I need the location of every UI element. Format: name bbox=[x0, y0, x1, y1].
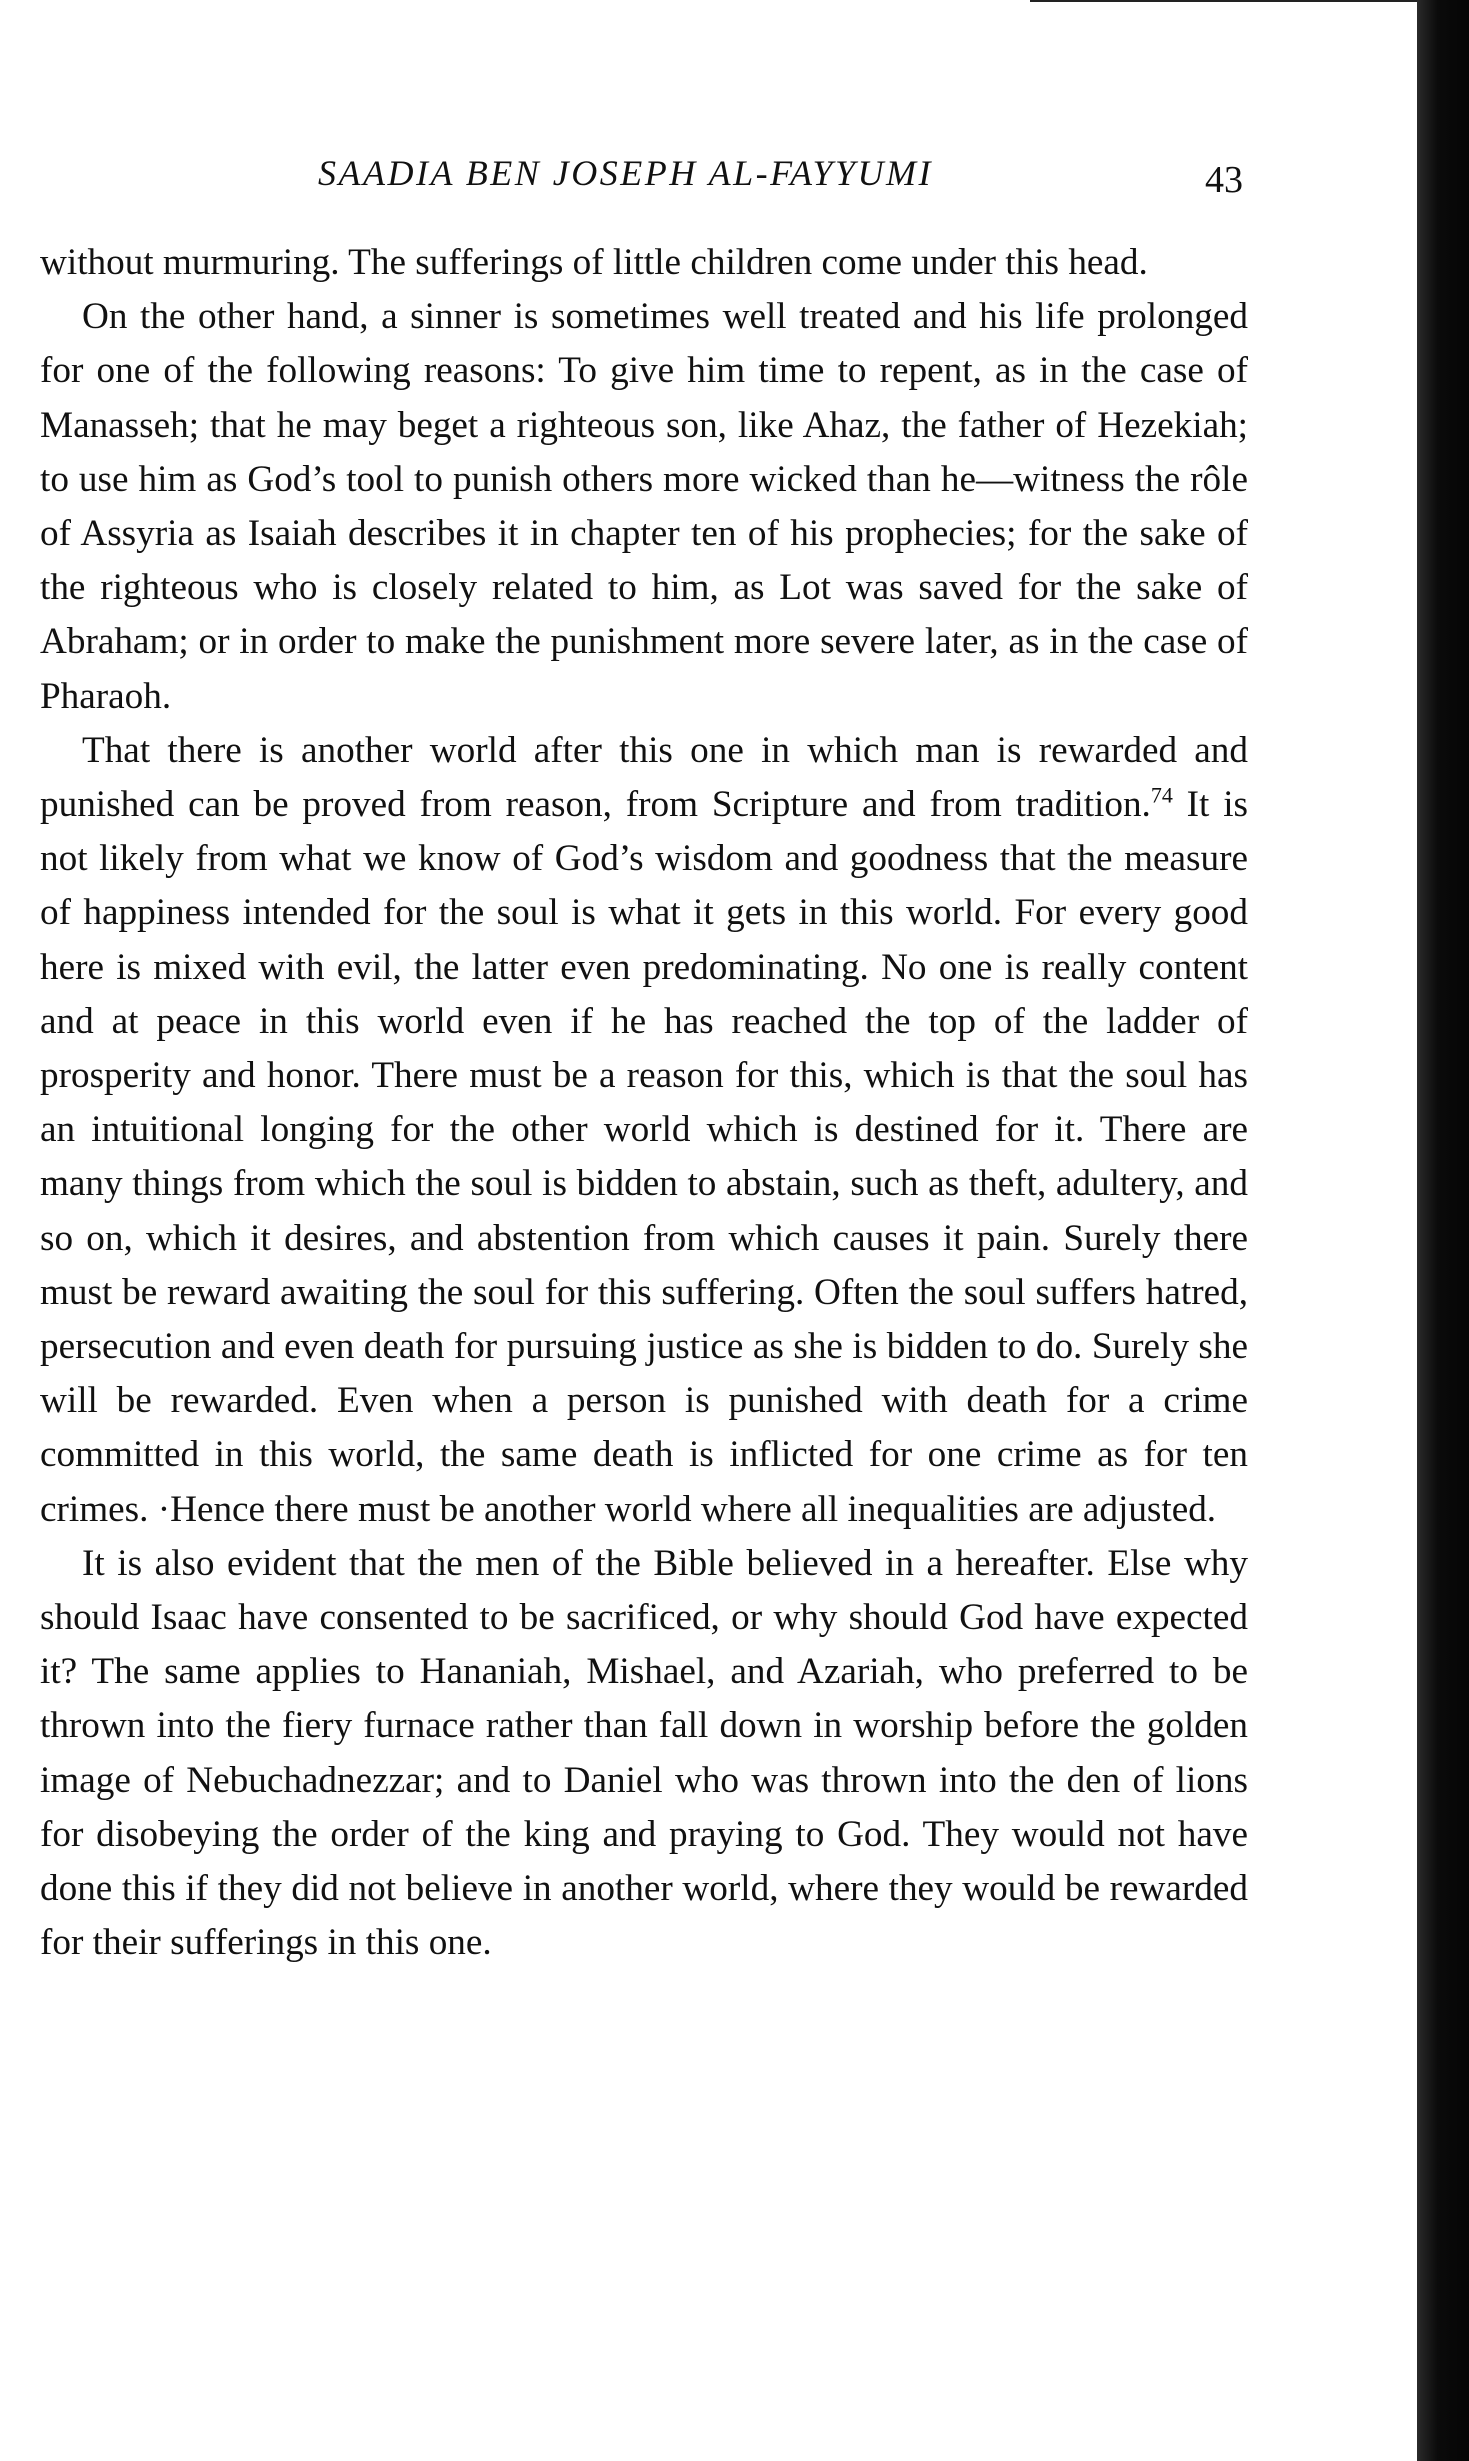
running-title: SAADIA BEN JOSEPH AL-FAYYUMI bbox=[318, 153, 933, 193]
paragraph-4: It is also evident that the men of the Bible believed in a hereafter. Else why should Isaac have consented to be sacrificed, or why should God have expected it? The same applies to Hananiah, Mishael, and Azariah, who preferred to be thrown into the fiery furnace rather than fall down in worship before the golden image of Nebuchadnezzar; and to Daniel who was thrown into the den of lions for disobeying the order of the king and praying to God. They would not have done this if they did not believe in another world, where they would be rewarded for their sufferings in this one. bbox=[40, 1542, 1248, 1964]
top-edge-rule bbox=[1030, 0, 1417, 2]
paragraph-1: without murmuring. The sufferings of little children come under this head. bbox=[40, 242, 1148, 283]
body-text bbox=[40, 236, 1248, 1971]
scan-dark-edge bbox=[1417, 0, 1469, 2461]
running-head bbox=[0, 152, 1469, 202]
page-number: 43 bbox=[1205, 159, 1243, 201]
paragraph-3-part-b: It is not likely from what we know of God’s wisdom and goodness that the measure of happiness intended for the soul is what it gets in this world. For every good here is mixed with evil, the latter even predominating. No one is really content and at peace in this world even if he has reached the top of the ladder of prosperity and honor. There must be a reason for this, which is that the soul has an intuitional longing for the other world which is destined for it. There are many things from which the soul is bidden to abstain, such as theft, adultery, and so on, which it desires, and abstention from which causes it pain. Surely there must be reward awaiting the soul for this suffering. Often the soul suffers hatred, persecution and even death for pursuing justice as she is bidden to do. Surely she will be rewarded. Even when a person is punished with death for a crime committed in this world, the same death is inflicted for one crime as for ten crimes. ·Hence there must be another world where all inequalities are adjusted. bbox=[40, 784, 1248, 1530]
paragraph-3 bbox=[40, 724, 1248, 1537]
paragraph-3-part-a: That there is another world after this one in which man is rewarded and punished can be proved from reason, from Scripture and from tradition. bbox=[40, 729, 1248, 826]
paragraph-2: On the other hand, a sinner is sometimes well treated and his life prolonged for one of the following reasons: To give him time to repent, as in the case of Manasseh; that he may beget a righteous son, like Ahaz, the father of Hezekiah; to use him as God’s tool to punish others more wicked than he—witness the rôle of Assyria as Isaiah describes it in chapter ten of his prophecies; for the sake of the righteous who is closely related to him, as Lot was saved for the sake of Abraham; or in order to make the punishment more severe later, as in the case of Pharaoh. bbox=[40, 296, 1248, 717]
footnote-marker-74[interactable]: 74 bbox=[1150, 782, 1173, 808]
